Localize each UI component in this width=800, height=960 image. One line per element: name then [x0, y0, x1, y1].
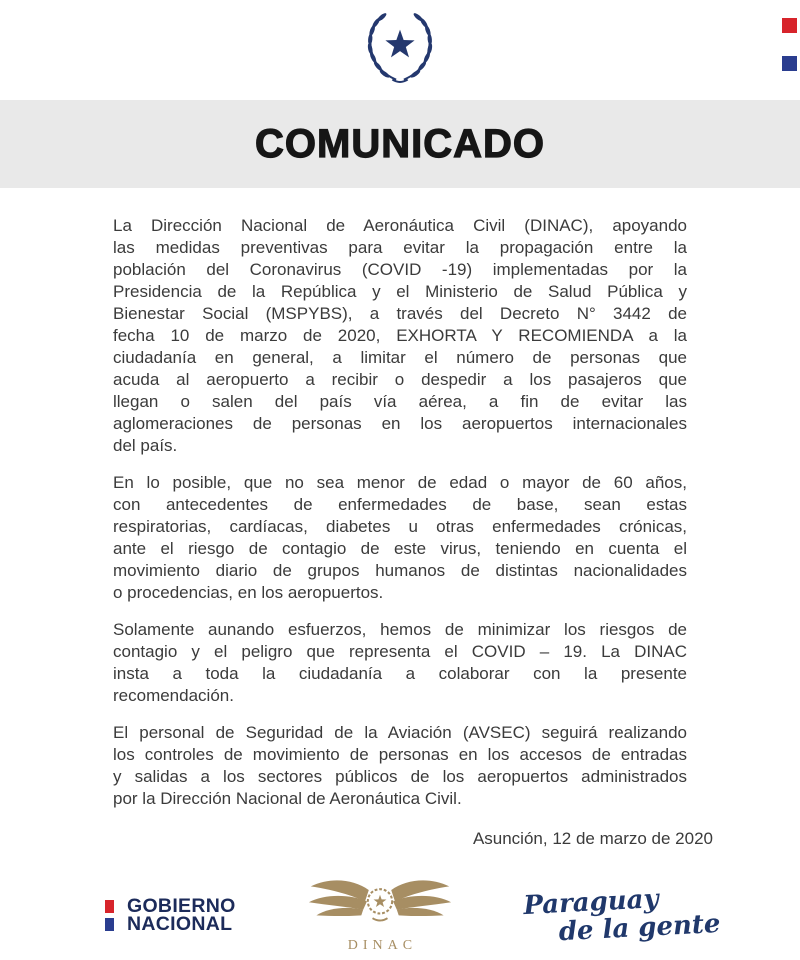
text-line: movimiento diario de grupos humanos de distintas nacionalidades	[113, 561, 687, 580]
paraguay-script-line1: Paraguay	[522, 884, 660, 922]
text-line: Presidencia de la República y el Ministerio de Salud Pública y	[113, 282, 687, 301]
text-line: contagio y el peligro que representa el COVID – 19. La DINAC	[113, 642, 687, 661]
text-line: acuda al aeropuerto a recibir o despedir a los pasajeros que	[113, 370, 687, 389]
text-line: ciudadanía en general, a limitar el número de personas que	[113, 348, 687, 367]
document-body	[0, 188, 800, 849]
text-line: con antecedentes de enfermedades de base, sean estas	[113, 495, 687, 514]
page-footer	[0, 876, 800, 954]
text-line: o procedencias, en los aeropuertos.	[113, 583, 384, 602]
gobierno-flag-squares-icon	[105, 900, 114, 931]
paragraphs-container	[113, 215, 687, 810]
text-line: ante el riesgo de contagio de este virus, teniendo en cuenta el	[113, 539, 687, 558]
paraguay-wreath-star-emblem-icon	[352, 4, 448, 88]
text-line: por la Dirección Nacional de Aeronáutica Civil.	[113, 789, 462, 808]
flag-corner-decoration	[782, 18, 797, 71]
text-line: las medidas preventivas para evitar la propagación entre la	[113, 238, 687, 257]
text-line: La Dirección Nacional de Aeronáutica Civil (DINAC), apoyando	[113, 216, 687, 235]
paraguay-script-line2: de la gente	[558, 908, 722, 948]
text-line: fecha 10 de marzo de 2020, EXHORTA Y RECOMIENDA a la	[113, 326, 687, 345]
blue-square-icon	[782, 56, 797, 71]
text-line: llegan o salen del país vía aérea, a fin de evitar las	[113, 392, 687, 411]
page-header	[0, 0, 800, 100]
text-line: los controles de movimiento de personas en los accesos de entradas	[113, 745, 687, 764]
dinac-wordmark: DINAC	[347, 937, 418, 953]
dateline: Asunción, 12 de marzo de 2020	[472, 829, 713, 848]
text-line: aglomeraciones de personas en los aeropuertos internacionales	[113, 414, 687, 433]
gobierno-wordmark: GOBIERNO	[127, 895, 236, 917]
paragraph	[113, 722, 687, 810]
text-line: En lo posible, que no sea menor de edad o mayor de 60 años,	[113, 473, 687, 492]
nacional-wordmark: NACIONAL	[127, 913, 233, 935]
text-line: del país.	[113, 436, 178, 455]
text-line: población del Coronavirus (COVID -19) implementadas por la	[113, 260, 687, 279]
red-square-icon	[782, 18, 797, 33]
text-line: Bienestar Social (MSPYBS), a través del Decreto N° 3442 de	[113, 304, 687, 323]
dinac-wings-emblem-icon	[304, 877, 456, 935]
text-line: respiratorias, cardíacas, diabetes u otras enfermedades crónicas,	[113, 517, 687, 536]
text-line: y salidas a los sectores públicos de los aeropuertos administrados	[113, 767, 687, 786]
title-banner	[0, 100, 800, 188]
text-line: recomendación.	[113, 686, 234, 705]
text-line: Solamente aunando esfuerzos, hemos de minimizar los riesgos de	[113, 620, 687, 639]
text-line: insta a toda la ciudadanía a colaborar con la presente	[113, 664, 687, 683]
text-line: El personal de Seguridad de la Aviación (AVSEC) seguirá realizando	[113, 723, 687, 742]
paragraph	[113, 215, 687, 457]
page-title: COMUNICADO	[255, 121, 545, 166]
red-square-icon	[105, 900, 114, 913]
paragraph	[113, 472, 687, 604]
paragraph	[113, 619, 687, 707]
blue-square-icon	[105, 918, 114, 931]
dinac-logo	[304, 877, 456, 954]
paraguay-de-la-gente-logo	[523, 882, 721, 948]
gobierno-nacional-logo	[105, 897, 236, 933]
